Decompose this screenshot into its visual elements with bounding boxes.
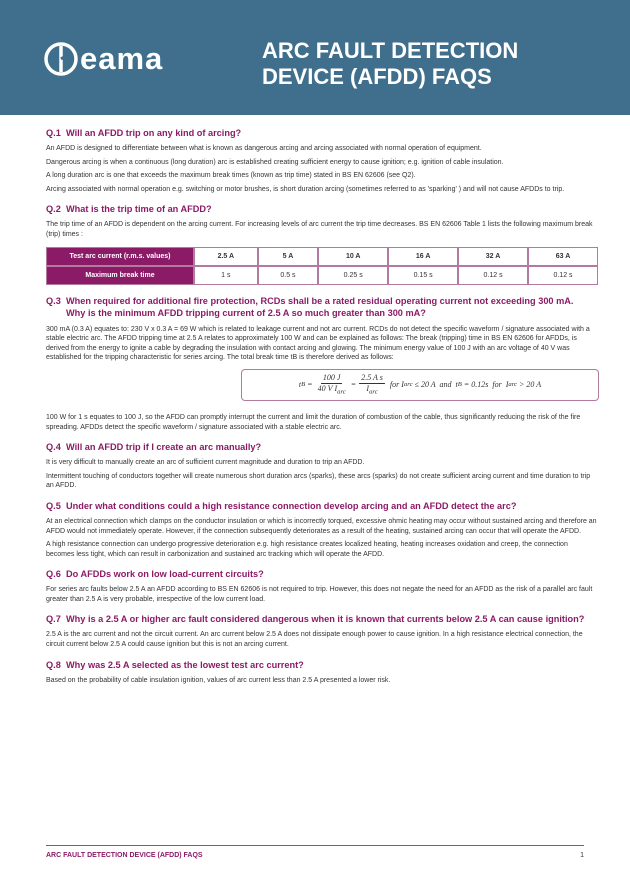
table-cell: 63 A [528,247,598,266]
table-cell: 2.5 A [194,247,258,266]
question-text: Why is a 2.5 A or higher arc fault considered dangerous when it is known that currents below 2.5 A can cause ignition? [66,614,585,625]
beama-logo-icon [44,42,78,76]
trip-time-table [46,247,598,285]
question-number: Q.1 [46,128,61,138]
page-number: 1 [580,852,584,859]
question-text: Why is the minimum AFDD tripping current of 2.5 A so much greater than 300 mA? [66,307,426,318]
question-number: Q.7 [46,614,61,625]
question-number: Q.5 [46,500,61,511]
table-cell: 0.25 s [318,266,388,285]
question-text: When required for additional fire protection, RCDs shall be a rated residual operating current not exceeding 300 mA. [66,295,574,306]
answer-paragraph: An AFDD is designed to differentiate between what is known as dangerous arcing and arcing associated with normal operation of equipment. [46,145,482,152]
answer-paragraph: Dangerous arcing is when a continuous (long duration) arc is established creating sufficient energy to cause ignition; e.g. ignition of cable insulation. [46,158,504,166]
table-row-header: Test arc current (r.m.s. values) [46,247,194,266]
question-text: Will an AFDD trip if I create an arc manually? [66,442,262,453]
table-cell: 0.12 s [458,266,528,285]
faq-content [46,128,598,689]
question-text: Will an AFDD trip on any kind of arcing? [66,128,242,138]
question-1 [46,128,598,138]
title-line-1: ARC FAULT DETECTION [262,38,519,63]
question-5 [46,501,598,511]
question-2 [46,204,598,214]
answer-paragraph: It is very difficult to manually create an arc of sufficient current magnitude and duration to trip an AFDD. [46,459,365,467]
table-row [46,266,598,285]
fraction: $\frac{100 J}{40 V I_{arc}}$ [317,372,346,396]
table-cell: 1 s [194,266,258,285]
answer-paragraph: A high resistance connection can undergo progressive deterioration e.g. high resistance creates localized heating, heating increases oxidation and creep, the connection becomes less tight, which can result in carbonization and sustained arc tracking which will operate the AFDD. [46,541,568,558]
question-8 [46,660,598,670]
question-number: Q.8 [46,659,61,670]
answer-paragraph: Arcing associated with normal operation e.g. switching or motor brushes, is short duration arcing (sometimes referred to as 'sparking' ) and will not cause AFDDs to trip. [46,185,565,193]
question-number: Q.4 [46,442,61,453]
answer-paragraph: Based on the probability of cable insulation ignition, values of arc current less than 2.5 A presented a lower risk. [46,676,391,684]
table-cell: 32 A [458,247,528,266]
footer-title: ARC FAULT DETECTION DEVICE (AFDD) FAQS [46,852,203,859]
title-line-2: DEVICE (AFDD) FAQS [262,64,492,89]
question-number: Q.6 [46,569,61,580]
question-text: What is the trip time of an AFDD? [66,204,212,215]
page-header [0,0,630,115]
question-text: Why was 2.5 A selected as the lowest test arc current? [66,659,304,670]
answer-paragraph: For series arc faults below 2.5 A an AFDD according to BS EN 62606 is not required to trip. However, this does not negate the need for an AFDD as the risk of a parallel arc fault greater than 2.5 A is very probable, irrespective of the low current load. [46,586,593,603]
fraction: $\frac{\text{2.5 A s}}{I_{arc}}$ [361,372,383,396]
question-7 [46,614,598,624]
answer-paragraph: Intermittent touching of conductors together will create numerous short duration arcs (sparks), these arcs (sparks) do not create sufficient arcing current and time duration to trip an AFDD. [46,472,591,490]
answer-paragraph: At an electrical connection which clamps on the conductor insulation or which is incorrectly torqued, excessive ohmic heating may occur without sustained arcing and therefore an AFDD would not immediately operate. However, if the connection subsequently deteriorates as a result of the heating, sustained arcing can occur that will operate the AFDD. [46,517,597,535]
question-text: Do AFDDs work on low load-current circuits? [66,569,264,580]
table-row [46,247,598,266]
answer-paragraph: 2.5 A is the arc current and not the circuit current. An arc current below 2.5 A does not dissipate enough power to cause ignition. In a high resistance electrical connection, the circuit current below 2.5 A could cause ignition but this is not an arcing current. [46,631,583,649]
page-title [262,38,518,90]
break-time-formula: t B = $\frac{100 J}{40 V I_{arc}}$ = $\frac{\text{2.5 A s}}{I_{arc}}$ for I arc ≤ 20 A and t B = 0.12s for I arc > 20 A [241,369,599,401]
question-4 [46,442,598,452]
table-cell: 16 A [388,247,458,266]
question-6 [46,569,598,579]
answer-paragraph: A long duration arc is one that exceeds the maximum break times (known as trip time) stated in BS EN 62606 (see Q2). [46,172,416,180]
question-number: Q.2 [46,204,61,215]
page-footer [46,845,584,859]
table-row-header: Maximum break time [46,266,194,285]
answer-paragraph: 300 mA (0.3 A) equates to: 230 V x 0.3 A = 69 W which is related to leakage current and not arc current. RCDs do not detect the specific waveform / signature associated with a stable electric arc. The AFDD tripping time at 2.5 A relates to approximately 100 W and can be explained as follows: The break (tripping) time in BS EN 62606 for AFDDs, is derived from the energy to ignite a cable by degrading the insulation with contact arcing and glowing. The minimum energy value of 100 J with an arc voltage of 40 V was established for the tripping characteristic for series arcing. The total break time tB is therefore derived as follows: [46,325,590,362]
table-cell: 0.12 s [528,266,598,285]
table-cell: 5 A [258,247,319,266]
answer-paragraph: 100 W for 1 s equates to 100 J, so the AFDD can promptly interrupt the current and limit the duration of combustion of the cable, thus significantly reducing the risk of the fire spreading. AFDDs detect the specific waveform / signature associated with a stable electric arc. [46,413,581,431]
logo-text: eama [80,41,164,76]
table-cell: 10 A [318,247,388,266]
table-cell: 0.15 s [388,266,458,285]
question-text: Under what conditions could a high resistance connection develop arcing and an AFDD detect the arc? [66,500,517,511]
beama-logo [44,42,163,76]
question-3 [46,295,598,319]
question-number: Q.3 [46,295,61,306]
answer-paragraph: The trip time of an AFDD is dependent on the arcing current. For increasing levels of arc current the trip time decreases. BS EN 62606 Table 1 lists the following maximum break (trip) times : [46,221,593,238]
table-cell: 0.5 s [258,266,319,285]
